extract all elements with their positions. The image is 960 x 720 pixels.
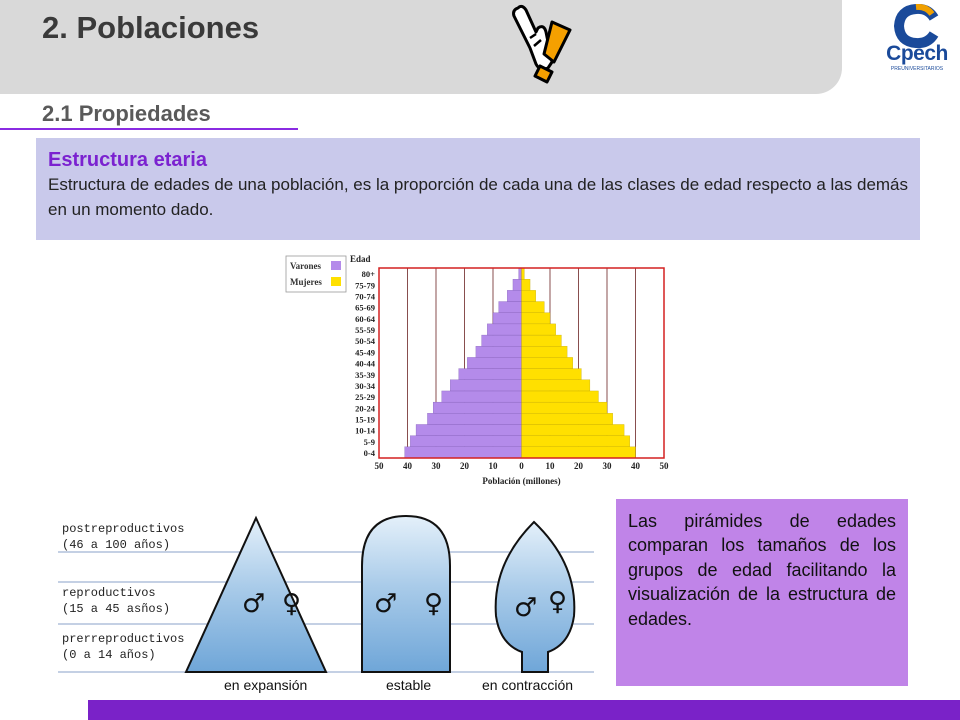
bar-mujeres <box>522 268 525 279</box>
x-tick-label: 50 <box>374 461 384 471</box>
definition-text: Estructura de edades de una población, es la proporción de cada una de las clases de edad respecto a las demás en un momento dado. <box>48 175 909 219</box>
x-tick-label: 40 <box>631 461 640 471</box>
y-tick-label: 30-34 <box>355 380 375 391</box>
age-label-pre-title: prerreproductivos <box>62 632 185 646</box>
bar-varones <box>487 324 521 335</box>
bar-varones <box>410 436 521 447</box>
male-symbol-icon: ♂ <box>374 589 398 619</box>
bar-varones <box>405 447 522 458</box>
age-label-repro-title: reproductivos <box>62 586 156 600</box>
y-tick-label: 35-39 <box>355 369 375 380</box>
x-tick-label: 40 <box>403 461 412 471</box>
y-axis-title: Edad <box>350 254 371 264</box>
x-axis-title: Población (millones) <box>482 476 561 486</box>
female-symbol-icon: ♀ <box>548 587 568 617</box>
bar-varones <box>459 369 522 380</box>
side-note-box <box>616 499 908 686</box>
legend-label-varones: Varones <box>290 261 322 271</box>
footer-bar <box>88 700 960 720</box>
bar-mujeres <box>522 447 636 458</box>
definition-heading: Estructura etaria <box>48 149 207 171</box>
bar-mujeres <box>522 335 562 346</box>
y-tick-label: 45-49 <box>355 347 375 358</box>
bar-varones <box>507 290 521 301</box>
bar-mujeres <box>522 436 630 447</box>
age-label-repro-range: (15 a 45 asños) <box>62 602 171 616</box>
bar-mujeres <box>522 313 551 324</box>
bar-mujeres <box>522 357 573 368</box>
y-tick-label: 65-69 <box>355 302 375 313</box>
bar-mujeres <box>522 424 625 435</box>
bar-varones <box>493 313 522 324</box>
bar-mujeres <box>522 324 556 335</box>
cpech-logo <box>878 4 956 76</box>
caption-stable: estable <box>386 677 432 693</box>
bar-varones <box>513 279 522 290</box>
x-tick-label: 30 <box>431 461 441 471</box>
bar-mujeres <box>522 279 531 290</box>
logo-text: Cpech <box>886 42 948 65</box>
logo-subtext: PREUNIVERSITARIOS <box>890 66 944 72</box>
bar-varones <box>476 346 522 357</box>
bar-mujeres <box>522 380 590 391</box>
x-tick-label: 10 <box>488 461 498 471</box>
chart-legend <box>286 256 346 292</box>
female-symbol-icon: ♀ <box>282 589 302 619</box>
legend-swatch-varones <box>331 261 341 270</box>
bar-varones <box>416 424 521 435</box>
bar-mujeres <box>522 369 582 380</box>
bar-varones <box>442 391 522 402</box>
subtitle-underline <box>0 128 298 130</box>
male-symbol-icon: ♂ <box>514 593 538 623</box>
y-tick-label: 40-44 <box>355 358 375 369</box>
bar-varones <box>427 413 521 424</box>
y-tick-label: 55-59 <box>355 325 375 336</box>
age-label-pre-range: (0 a 14 años) <box>62 648 156 662</box>
page-title: 2. Poblaciones <box>42 10 260 45</box>
definition-box <box>36 138 920 240</box>
bar-mujeres <box>522 302 545 313</box>
title-bar <box>0 0 842 94</box>
legend-label-mujeres: Mujeres <box>290 277 322 287</box>
pointing-hand-alert-icon <box>506 2 582 90</box>
population-pyramid-chart <box>284 250 674 494</box>
y-tick-label: 70-74 <box>355 291 375 302</box>
y-tick-label: 60-64 <box>355 313 375 324</box>
bar-mujeres <box>522 290 536 301</box>
bar-mujeres <box>522 346 568 357</box>
x-tick-label: 50 <box>659 461 669 471</box>
bar-varones <box>482 335 522 346</box>
y-tick-label: 25-29 <box>355 392 375 403</box>
bar-varones <box>467 357 521 368</box>
x-tick-label: 20 <box>574 461 583 471</box>
bar-varones <box>519 268 522 279</box>
x-tick-label: 30 <box>602 461 612 471</box>
caption-contraction: en contracción <box>482 677 574 693</box>
section-subtitle: 2.1 Propiedades <box>42 101 211 126</box>
y-tick-label: 5-9 <box>363 436 375 447</box>
x-tick-label: 20 <box>460 461 469 471</box>
pyramid-types-diagram <box>58 494 594 700</box>
age-label-post-title: postreproductivos <box>62 522 185 536</box>
legend-swatch-mujeres <box>331 277 341 286</box>
x-tick-label: 0 <box>519 461 524 471</box>
bar-mujeres <box>522 413 613 424</box>
bar-mujeres <box>522 402 608 413</box>
bar-varones <box>450 380 521 391</box>
side-note-text: Las pirámides de edades comparan los tamaños de los grupos de edad facilitando la visualización de la estructura de edades. <box>628 511 896 629</box>
bar-varones <box>433 402 521 413</box>
y-tick-label: 0-4 <box>363 448 375 458</box>
caption-expansion: en expansión <box>224 677 308 693</box>
y-tick-label: 80+ <box>361 269 375 280</box>
age-label-post-range: (46 a 100 años) <box>62 538 171 552</box>
x-tick-label: 10 <box>545 461 555 471</box>
female-symbol-icon: ♀ <box>424 589 444 619</box>
y-tick-label: 15-19 <box>355 414 375 425</box>
bar-varones <box>499 302 522 313</box>
y-tick-label: 50-54 <box>355 336 375 347</box>
y-tick-label: 20-24 <box>355 403 375 414</box>
y-tick-label: 75-79 <box>355 280 375 291</box>
bar-mujeres <box>522 391 599 402</box>
y-tick-label: 10-14 <box>355 425 375 436</box>
male-symbol-icon: ♂ <box>242 589 266 619</box>
